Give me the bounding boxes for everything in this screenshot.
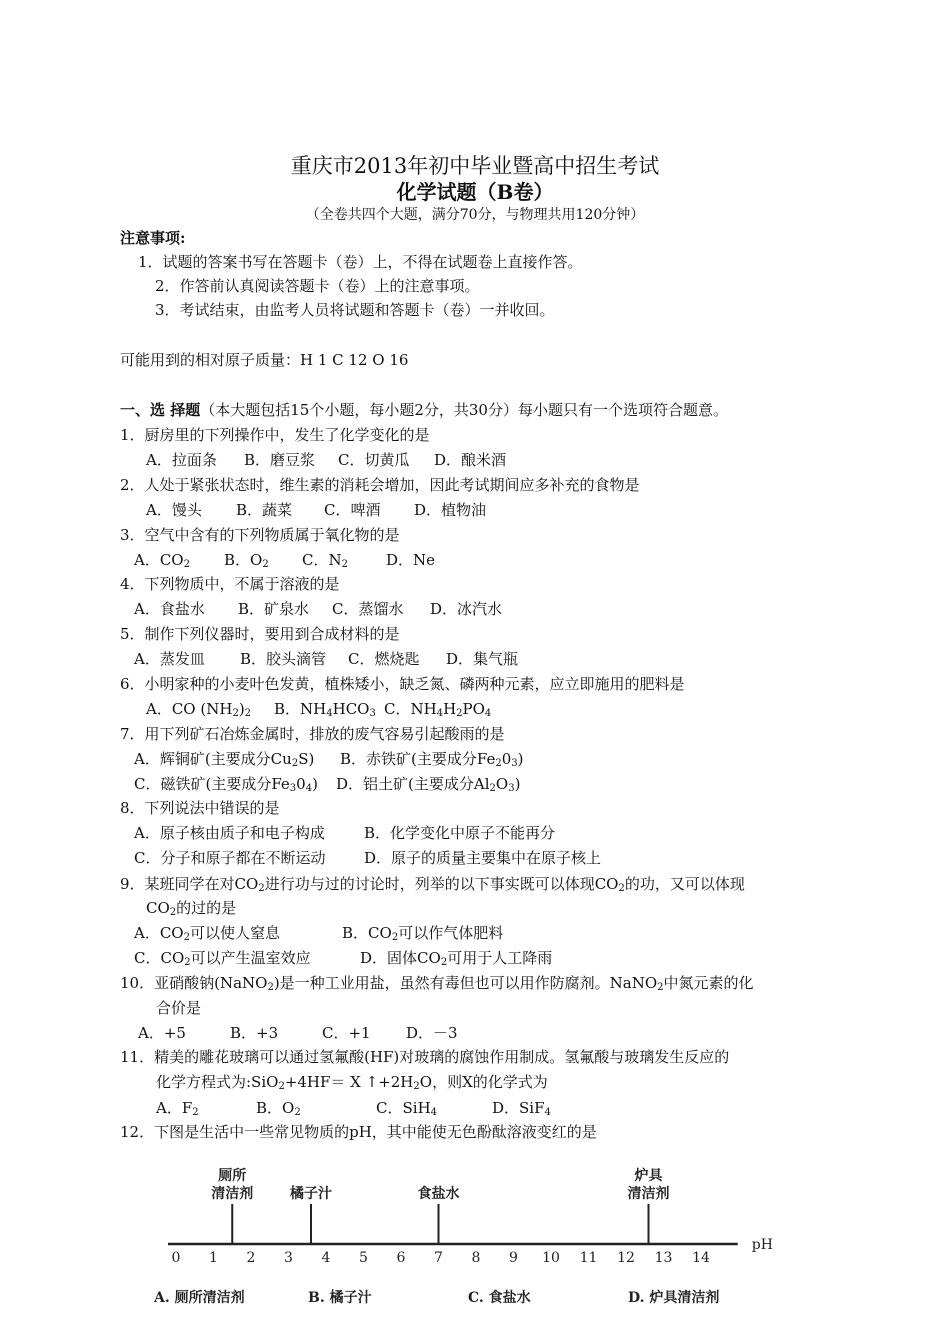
- q6-option-a: A．CO $(NH_2)_2$: [146, 700, 252, 719]
- ph-tick-label-12: 12: [617, 1250, 635, 1266]
- question-10-options: [138, 1023, 458, 1043]
- exam-subtitle: 化学试题（B卷）: [396, 180, 554, 204]
- q6-option-b: B．$NH_4HCO_3$: [274, 700, 376, 719]
- section1-title: 一、选 择题: [120, 401, 201, 419]
- ph-tick-label-2: 2: [246, 1250, 256, 1266]
- ph-axis-label: pH: [751, 1237, 773, 1253]
- q3-option-c: C．$N_2$: [302, 551, 348, 570]
- question-8: 8．下列说法中错误的是: [120, 799, 280, 817]
- question-1-options: [146, 450, 506, 470]
- q3-option-a: A．$CO_2$: [134, 551, 190, 570]
- ph-marker-label-4-2: 清洁剂: [627, 1186, 670, 1202]
- question-3-options: [134, 550, 435, 570]
- question-6-options: [146, 699, 491, 719]
- q4-option-b: B．矿泉水: [238, 600, 310, 618]
- ph-tick-label-8: 8: [471, 1250, 481, 1266]
- ph-tick-label-3: 3: [284, 1250, 293, 1266]
- question-4: 4．下列物质中，不属于溶液的是: [120, 575, 340, 593]
- q3-option-d: D．Ne: [386, 551, 436, 569]
- ph-tick-label-4: 4: [321, 1250, 331, 1266]
- q5-option-a: A．蒸发皿: [134, 650, 205, 668]
- notice-item-2: 2．作答前认真阅读答题卡（卷）上的注意事项。: [155, 277, 480, 295]
- question-9-cont: $CO_2$的过的是: [146, 899, 237, 918]
- q9-option-b: B．$CO_2$可以作气体肥料: [342, 924, 504, 943]
- question-10: 10．亚硝酸钠(NaNO$_2$)是一种工业用盐，虽然有毒但也可以用作防腐剂。NaNO$_2$中氮元素的化: [120, 974, 754, 993]
- ph-tick-label-5: 5: [359, 1250, 368, 1266]
- q11-option-d: D．SiF$_4$: [492, 1099, 551, 1118]
- q1-option-a: A．拉面条: [146, 451, 217, 469]
- question-2-options: [146, 500, 486, 520]
- q7-option-d: D．铝土矿(主要成分$Al_2O_3$): [336, 775, 521, 794]
- q12-option-b: B. 橘子汁: [308, 1290, 372, 1306]
- atomic-mass: 可能用到的相对原子质量：H 1 C 12 O 16: [120, 351, 409, 369]
- question-9: 9．某班同学在对$CO_2$进行功与过的讨论时，列举的以下事实既可以体现$CO_2$的功，又可以体现: [120, 875, 745, 894]
- ph-marker-label-1-1: 厕所: [218, 1168, 247, 1184]
- q11-option-b: B．$O_2$: [256, 1099, 301, 1118]
- q1-option-d: D．酿米酒: [434, 451, 507, 469]
- q5-option-c: C．燃烧匙: [348, 650, 420, 668]
- question-11: 11．精美的雕花玻璃可以通过氢氟酸(HF)对玻璃的腐蚀作用制成。氢氟酸与玻璃发生反应的: [120, 1048, 730, 1066]
- section1-heading: [120, 400, 728, 420]
- q8-option-a: A．原子核由质子和电子构成: [134, 824, 325, 842]
- question-3: 3．空气中含有的下列物质属于氧化物的是: [120, 526, 400, 544]
- notice-item-3: 3．考试结束，由监考人员将试题和答题卡（卷）一并收回。: [155, 301, 555, 319]
- question-4-options: [134, 599, 502, 619]
- q12-option-d: D. 炉具清洁剂: [628, 1290, 720, 1306]
- question-7-options-ab: [134, 749, 524, 769]
- q8-option-c: C．分子和原子都在不断运动: [134, 849, 326, 867]
- q10-option-a: A．+5: [138, 1024, 186, 1042]
- exam-info: （全卷共四个大题，满分70分，与物理共用120分钟）: [305, 207, 645, 223]
- question-9-options-ab: [134, 923, 503, 943]
- q4-option-d: D．冰汽水: [430, 600, 503, 618]
- question-2: 2．人处于紧张状态时，维生素的消耗会增加，因此考试期间应多补充的食物是: [120, 476, 640, 494]
- ph-tick-label-6: 6: [396, 1250, 406, 1266]
- ph-marker-label-1-2: 清洁剂: [211, 1186, 254, 1202]
- q6-option-c: C．$NH_4H_2PO_4$: [384, 700, 492, 719]
- question-10-cont: 合价是: [156, 999, 202, 1017]
- q2-option-b: B．蔬菜: [236, 501, 293, 519]
- question-5: 5．制作下列仪器时，要用到合成材料的是: [120, 625, 400, 643]
- question-7: 7．用下列矿石冶炼金属时，排放的废气容易引起酸雨的是: [120, 725, 505, 743]
- q7-option-c: C．磁铁矿(主要成分$Fe_30_4$): [134, 775, 318, 794]
- question-11-cont: 化学方程式为:SiO$_2$+4HF＝ X $↑+2H_2O$，则X的化学式为: [156, 1073, 548, 1092]
- ph-tick-label-1: 1: [209, 1250, 218, 1266]
- ph-marker-label-2-1: 橘子汁: [290, 1186, 332, 1202]
- q5-option-b: B．胶头滴管: [240, 650, 327, 668]
- ph-tick-label-13: 13: [654, 1250, 673, 1266]
- q2-option-c: C．啤酒: [324, 501, 381, 519]
- notice-item-1: 1．试题的答案书写在答题卡（卷）上，不得在试题卷上直接作答。: [138, 253, 583, 271]
- q5-option-d: D．集气瓶: [446, 650, 519, 668]
- ph-tick-label-9: 9: [509, 1250, 518, 1266]
- question-8-options-cd: [134, 848, 601, 868]
- ph-marker-label-3-1: 食盐水: [417, 1186, 460, 1202]
- question-7-options-cd: [134, 774, 520, 794]
- question-12: 12．下图是生活中一些常见物质的pH，其中能使无色酚酞溶液变红的是: [120, 1123, 597, 1141]
- section1-desc: （本大题包括15个小题，每小题2分，共30分）每小题只有一个选项符合题意。: [200, 401, 728, 419]
- q8-option-d: D．原子的质量主要集中在原子核上: [364, 849, 602, 867]
- q11-option-c: C．SiH$_4$: [376, 1099, 438, 1118]
- question-6: 6．小明家种的小麦叶色发黄，植株矮小，缺乏氮、磷两种元素，应立即施用的肥料是: [120, 675, 685, 693]
- q4-option-a: A．食盐水: [134, 600, 205, 618]
- question-11-options: [156, 1098, 551, 1118]
- q9-option-c: C．$CO_2$可以产生温室效应: [134, 949, 311, 968]
- notice-heading: 注意事项:: [120, 229, 186, 247]
- q2-option-a: A．馒头: [146, 501, 202, 519]
- q9-option-d: D．固体$CO_2$可用于人工降雨: [360, 949, 553, 968]
- q10-option-b: B．+3: [230, 1024, 279, 1042]
- q10-option-d: D．－3: [406, 1024, 458, 1042]
- question-1: 1．厨房里的下列操作中，发生了化学变化的是: [120, 426, 430, 444]
- q1-option-b: B．磨豆浆: [244, 451, 316, 469]
- exam-title: 重庆市2013年初中毕业暨高中招生考试: [290, 154, 660, 178]
- q9-option-a: A．$CO_2$可以使人窒息: [134, 924, 280, 943]
- q2-option-d: D．植物油: [414, 501, 487, 519]
- question-5-options: [134, 649, 518, 669]
- question-8-options-ab: [134, 823, 555, 843]
- question-9-options-cd: [134, 948, 552, 968]
- q3-option-b: B．$O_2$: [224, 551, 269, 570]
- q8-option-b: B．化学变化中原子不能再分: [364, 824, 556, 842]
- q10-option-c: C．+1: [322, 1024, 371, 1042]
- ph-tick-label-0: 0: [171, 1250, 181, 1266]
- q7-option-a: A．辉铜矿(主要成分$Cu_2S$): [134, 750, 315, 769]
- q11-option-a: A．$F_2$: [156, 1099, 199, 1118]
- ph-tick-label-10: 10: [542, 1250, 560, 1266]
- q4-option-c: C．蒸馏水: [332, 600, 404, 618]
- q7-option-b: B．赤铁矿(主要成分$Fe_20_3$): [340, 750, 524, 769]
- q12-option-c: C. 食盐水: [468, 1290, 531, 1306]
- ph-marker-label-4-1: 炉具: [634, 1168, 663, 1184]
- ph-tick-label-14: 14: [692, 1250, 710, 1266]
- q12-option-a: A. 厕所清洁剂: [154, 1290, 245, 1306]
- ph-number-line-chart: [140, 1150, 780, 1320]
- q1-option-c: C．切黄瓜: [338, 451, 410, 469]
- ph-tick-label-11: 11: [579, 1250, 598, 1266]
- ph-tick-label-7: 7: [434, 1250, 443, 1266]
